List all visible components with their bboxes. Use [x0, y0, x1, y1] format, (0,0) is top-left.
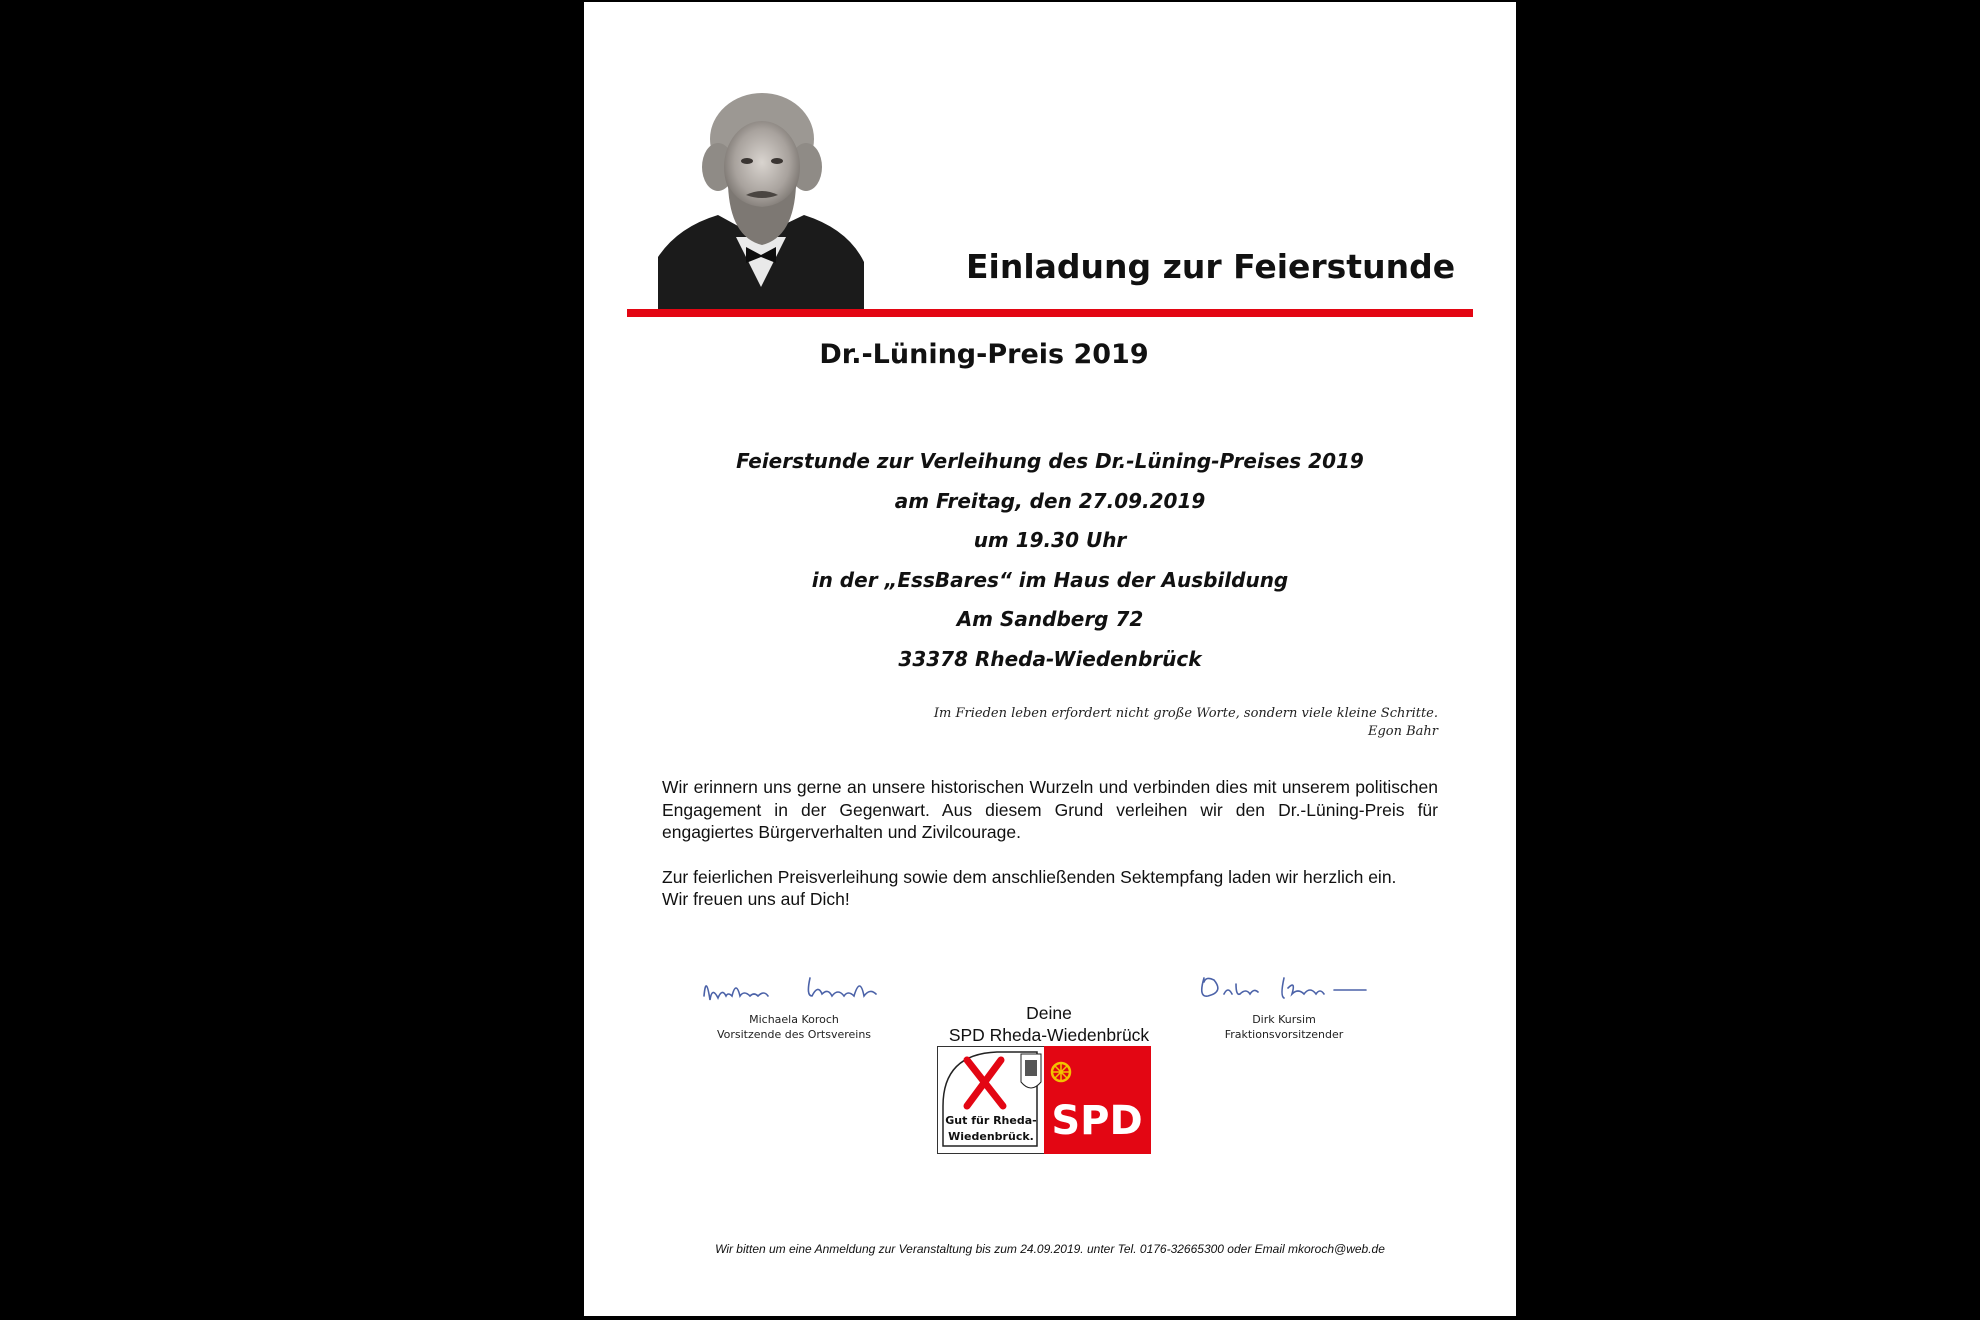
- portrait-photo: [658, 87, 864, 309]
- event-detail-line: um 19.30 Uhr: [973, 528, 1127, 552]
- logo-brand: SPD: [1051, 1098, 1143, 1144]
- event-detail-line: Am Sandberg 72: [956, 607, 1144, 631]
- logo-slogan: Gut für Rheda-: [945, 1114, 1037, 1127]
- signature-block-left: [694, 966, 894, 1042]
- signer-role: Fraktionsvorsitzender: [1224, 1028, 1344, 1041]
- body-paragraph: Wir erinnern uns gerne an unsere historischen Wurzeln und verbinden dies mit unserem politischen Engagement in der Gegenwart. Aus diesem Grund verleihen wir den Dr.-Lüning-Preis für engagiertes Bürgerverhalten und Zivilcourage.: [662, 777, 1438, 842]
- signer-name: Michaela Koroch: [749, 1013, 839, 1026]
- event-detail-line: Feierstunde zur Verleihung des Dr.-Lüning-Preises 2019: [736, 449, 1364, 473]
- event-details: [584, 442, 1516, 679]
- quote-text: Im Frieden leben erfordert nicht große Worte, sondern viele kleine Schritte.: [933, 706, 1438, 721]
- closing-line: Wir freuen uns auf Dich!: [662, 889, 850, 909]
- logo-slogan: Wiedenbrück.: [948, 1130, 1034, 1143]
- signature-block-right: [1184, 966, 1384, 1042]
- sender-line: SPD Rheda-Wiedenbrück: [948, 1025, 1150, 1045]
- quote-author: Egon Bahr: [1367, 724, 1438, 739]
- spd-logo: [937, 1046, 1151, 1154]
- page-title: Einladung zur Feierstunde: [966, 247, 1456, 286]
- event-detail-line: 33378 Rheda-Wiedenbrück: [898, 646, 1202, 671]
- footer-note: Wir bitten um eine Anmeldung zur Veranstaltung bis zum 24.09.2019. unter Tel. 0176-32665300 oder Email mkoroch@web.de: [715, 1242, 1385, 1256]
- event-detail-line: am Freitag, den 27.09.2019: [894, 488, 1206, 513]
- sender-block: [924, 1002, 1174, 1046]
- signature-image: [1184, 966, 1394, 1010]
- signature-image: [694, 966, 904, 1010]
- prize-subtitle: Dr.-Lüning-Preis 2019: [819, 339, 1149, 370]
- signer-name: Dirk Kursim: [1252, 1013, 1316, 1026]
- sender-line: Deine: [1026, 1003, 1072, 1023]
- body-paragraph: Zur feierlichen Preisverleihung sowie dem anschließenden Sektempfang laden wir herzlich ein.: [662, 866, 1397, 887]
- event-detail-line: in der „EssBares“ im Haus der Ausbildung: [811, 567, 1289, 592]
- body-text: [662, 776, 1438, 911]
- red-divider-line: [627, 309, 1473, 317]
- invitation-page: [584, 2, 1516, 1316]
- quote-block: [934, 705, 1438, 741]
- signer-role: Vorsitzende des Ortsvereins: [716, 1028, 872, 1041]
